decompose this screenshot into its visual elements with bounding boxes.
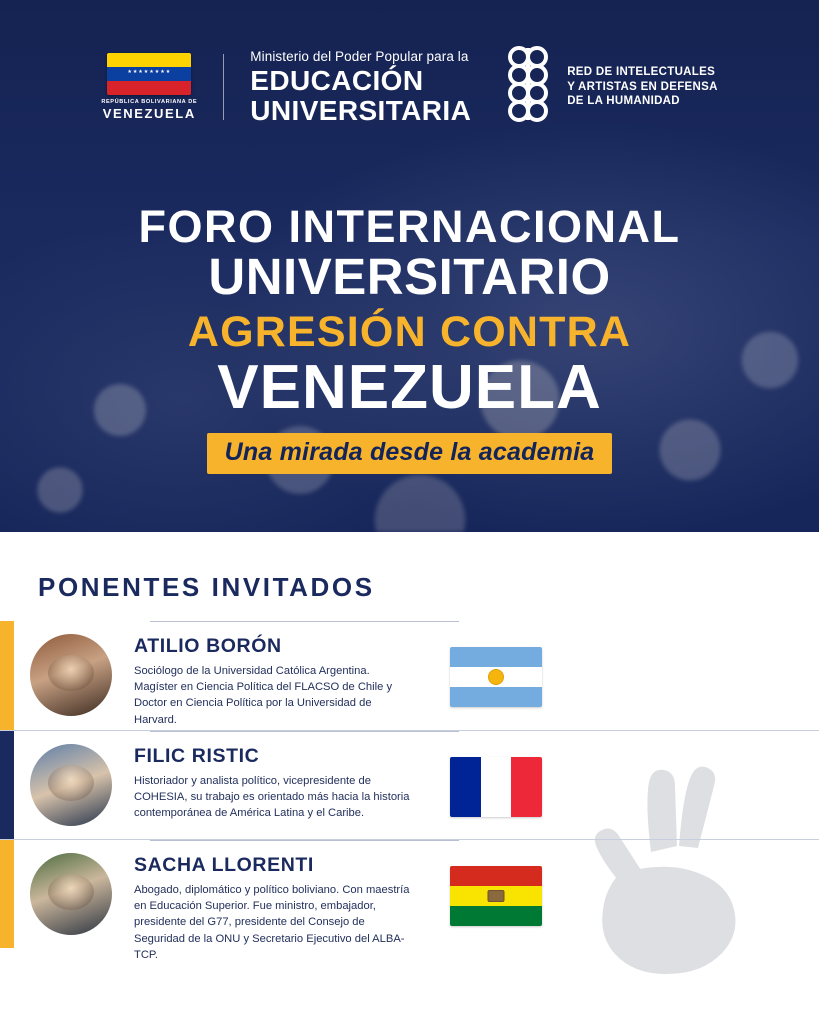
header-logo-bar: [0, 0, 819, 130]
row-divider: [150, 731, 459, 732]
hero-titles: [0, 201, 819, 474]
red-line-3: DE LA HUMANIDAD: [567, 95, 680, 108]
speaker-avatar: [28, 632, 114, 718]
speaker-name: SACHA LLORENTI: [134, 854, 314, 876]
venezuela-flag-stars: ★★★★★★★★: [127, 69, 172, 75]
ministry-line-2: EDUCACIÓN: [250, 65, 424, 97]
speaker-row: [0, 730, 819, 839]
speaker-avatar: [28, 742, 114, 828]
speaker-accent-bar: [0, 840, 14, 948]
venezuela-logo: [101, 53, 197, 121]
red-line-1: RED DE INTELECTUALES: [567, 66, 716, 79]
venezuela-logo-caption-small: REPÚBLICA BOLIVARIANA DE: [101, 99, 198, 105]
venezuela-logo-caption-large: VENEZUELA: [102, 106, 196, 121]
bolivia-flag-icon: [450, 866, 542, 926]
hero-title-line-1: FORO INTERNACIONAL: [138, 201, 681, 252]
hero-title-line-2: UNIVERSITARIO: [208, 248, 611, 305]
red-intelectuales-logo-text: [567, 65, 718, 108]
header-divider: [223, 54, 224, 120]
ministry-line-1: Ministerio del Poder Popular para la: [250, 49, 469, 65]
hero-subtitle-banner: Una mirada desde la academia: [207, 433, 613, 474]
section-title: PONENTES INVITADOS: [38, 572, 375, 602]
red-intelectuales-logo-icon: [497, 44, 559, 130]
speaker-name: FILIC RISTIC: [134, 745, 260, 767]
speaker-accent-bar: [0, 621, 14, 730]
speakers-section: [0, 532, 819, 1024]
row-divider: [150, 621, 459, 622]
red-intelectuales-logo: [497, 44, 718, 130]
speaker-row: [0, 839, 819, 961]
speaker-bio: Abogado, diplomático y político boliviano. Con maestría en Educación Superior. Fue ministro, embajador, presidente del G77, presidente del Consejo de Seguridad de la ONU y Secretario Ejecutivo del ALBA-TCP.: [134, 884, 410, 961]
hero-title-line-3: AGRESIÓN CONTRA: [187, 308, 632, 357]
bolivia-flag-emblem-icon: [488, 890, 505, 902]
argentina-flag-icon: [450, 647, 542, 707]
speaker-row: [0, 621, 819, 730]
red-line-2: Y ARTISTAS EN DEFENSA: [567, 80, 718, 93]
hero-title-line-4: VENEZUELA: [217, 353, 602, 423]
speaker-bio: Historiador y analista político, vicepresidente de COHESIA, su trabajo es orientado más hacia la historia contemporánea de América Latina y el Caribe.: [134, 775, 410, 820]
ministry-line-3: UNIVERSITARIA: [250, 94, 472, 126]
speaker-name: ATILIO BORÓN: [134, 635, 282, 657]
speaker-bio: Sociólogo de la Universidad Católica Argentina. Magíster en Ciencia Política del FLACSO de Chile y Doctor en Ciencia Política por la Universidad de Harvard.: [134, 665, 393, 726]
ministry-logo-text: [250, 49, 471, 124]
speaker-avatar: [28, 851, 114, 937]
speaker-accent-bar: [0, 731, 14, 839]
row-divider: [150, 840, 459, 841]
venezuela-flag-icon: [107, 53, 191, 95]
france-flag-icon: [450, 757, 542, 817]
argentina-flag-sun-icon: [488, 669, 504, 685]
